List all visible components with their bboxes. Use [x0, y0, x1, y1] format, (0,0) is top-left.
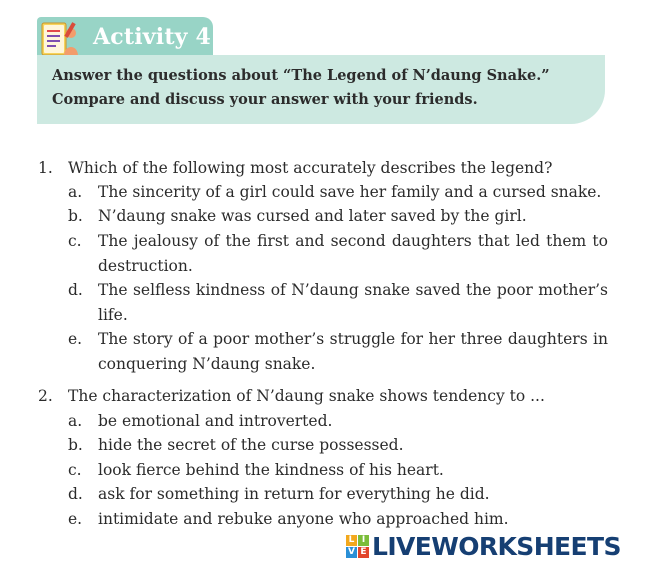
question-1-text: Which of the following most accurately describes the legend? — [68, 159, 553, 177]
question-2-number: 2. — [38, 387, 53, 405]
liveworksheets-logo[interactable] — [346, 531, 621, 561]
question-1-option-d-letter: d. — [68, 281, 83, 299]
question-2-option-c[interactable]: look fierce behind the kindness of his heart. — [98, 461, 444, 479]
question-2-option-b[interactable]: hide the secret of the curse possessed. — [98, 436, 404, 454]
question-1-option-e-letter: e. — [68, 330, 83, 348]
activity-title: Activity 4 — [93, 24, 212, 50]
question-1-option-c[interactable]: The jealousy of the first and second daughters that led them to destruction. — [98, 232, 608, 275]
question-2-text: The characterization of N’daung snake shows tendency to ... — [68, 387, 545, 405]
question-1-option-e[interactable]: The story of a poor mother’s struggle for her three daughters in conquering N’daung snake. — [98, 330, 608, 373]
question-2-option-e[interactable]: intimidate and rebuke anyone who approached him. — [98, 510, 509, 528]
question-1-option-b-letter: b. — [68, 207, 83, 225]
logo-mark-letter: V — [346, 547, 357, 558]
logo-mark-letter: L — [346, 535, 357, 546]
question-1-option-d[interactable]: The selfless kindness of N’daung snake saved the poor mother’s life. — [98, 281, 608, 324]
question-2-option-b-letter: b. — [68, 436, 83, 454]
instruction-line-2: Compare and discuss your answer with your friends. — [52, 91, 478, 108]
instruction-box — [37, 55, 605, 124]
question-2-option-a-letter: a. — [68, 412, 83, 430]
question-2-option-d[interactable]: ask for something in return for everything he did. — [98, 485, 490, 503]
question-1-option-b[interactable]: N’daung snake was cursed and later saved by the girl. — [98, 207, 527, 225]
question-1-option-a-letter: a. — [68, 183, 83, 201]
question-2-option-d-letter: d. — [68, 485, 83, 503]
liveworksheets-logo-mark-icon — [346, 535, 369, 558]
liveworksheets-logo-text: LIVEWORKSHEETS — [372, 531, 621, 561]
question-1-option-a[interactable]: The sincerity of a girl could save her family and a cursed snake. — [98, 183, 602, 201]
question-2-option-e-letter: e. — [68, 510, 83, 528]
logo-mark-letter: E — [358, 547, 369, 558]
question-2-option-c-letter: c. — [68, 461, 82, 479]
question-1-option-c-letter: c. — [68, 232, 82, 250]
logo-mark-letter: I — [358, 535, 369, 546]
question-2-option-a[interactable]: be emotional and introverted. — [98, 412, 333, 430]
question-1-number: 1. — [38, 159, 53, 177]
activity-document-pencil-icon — [40, 20, 82, 60]
instruction-line-1: Answer the questions about “The Legend of N’daung Snake.” — [52, 67, 550, 84]
